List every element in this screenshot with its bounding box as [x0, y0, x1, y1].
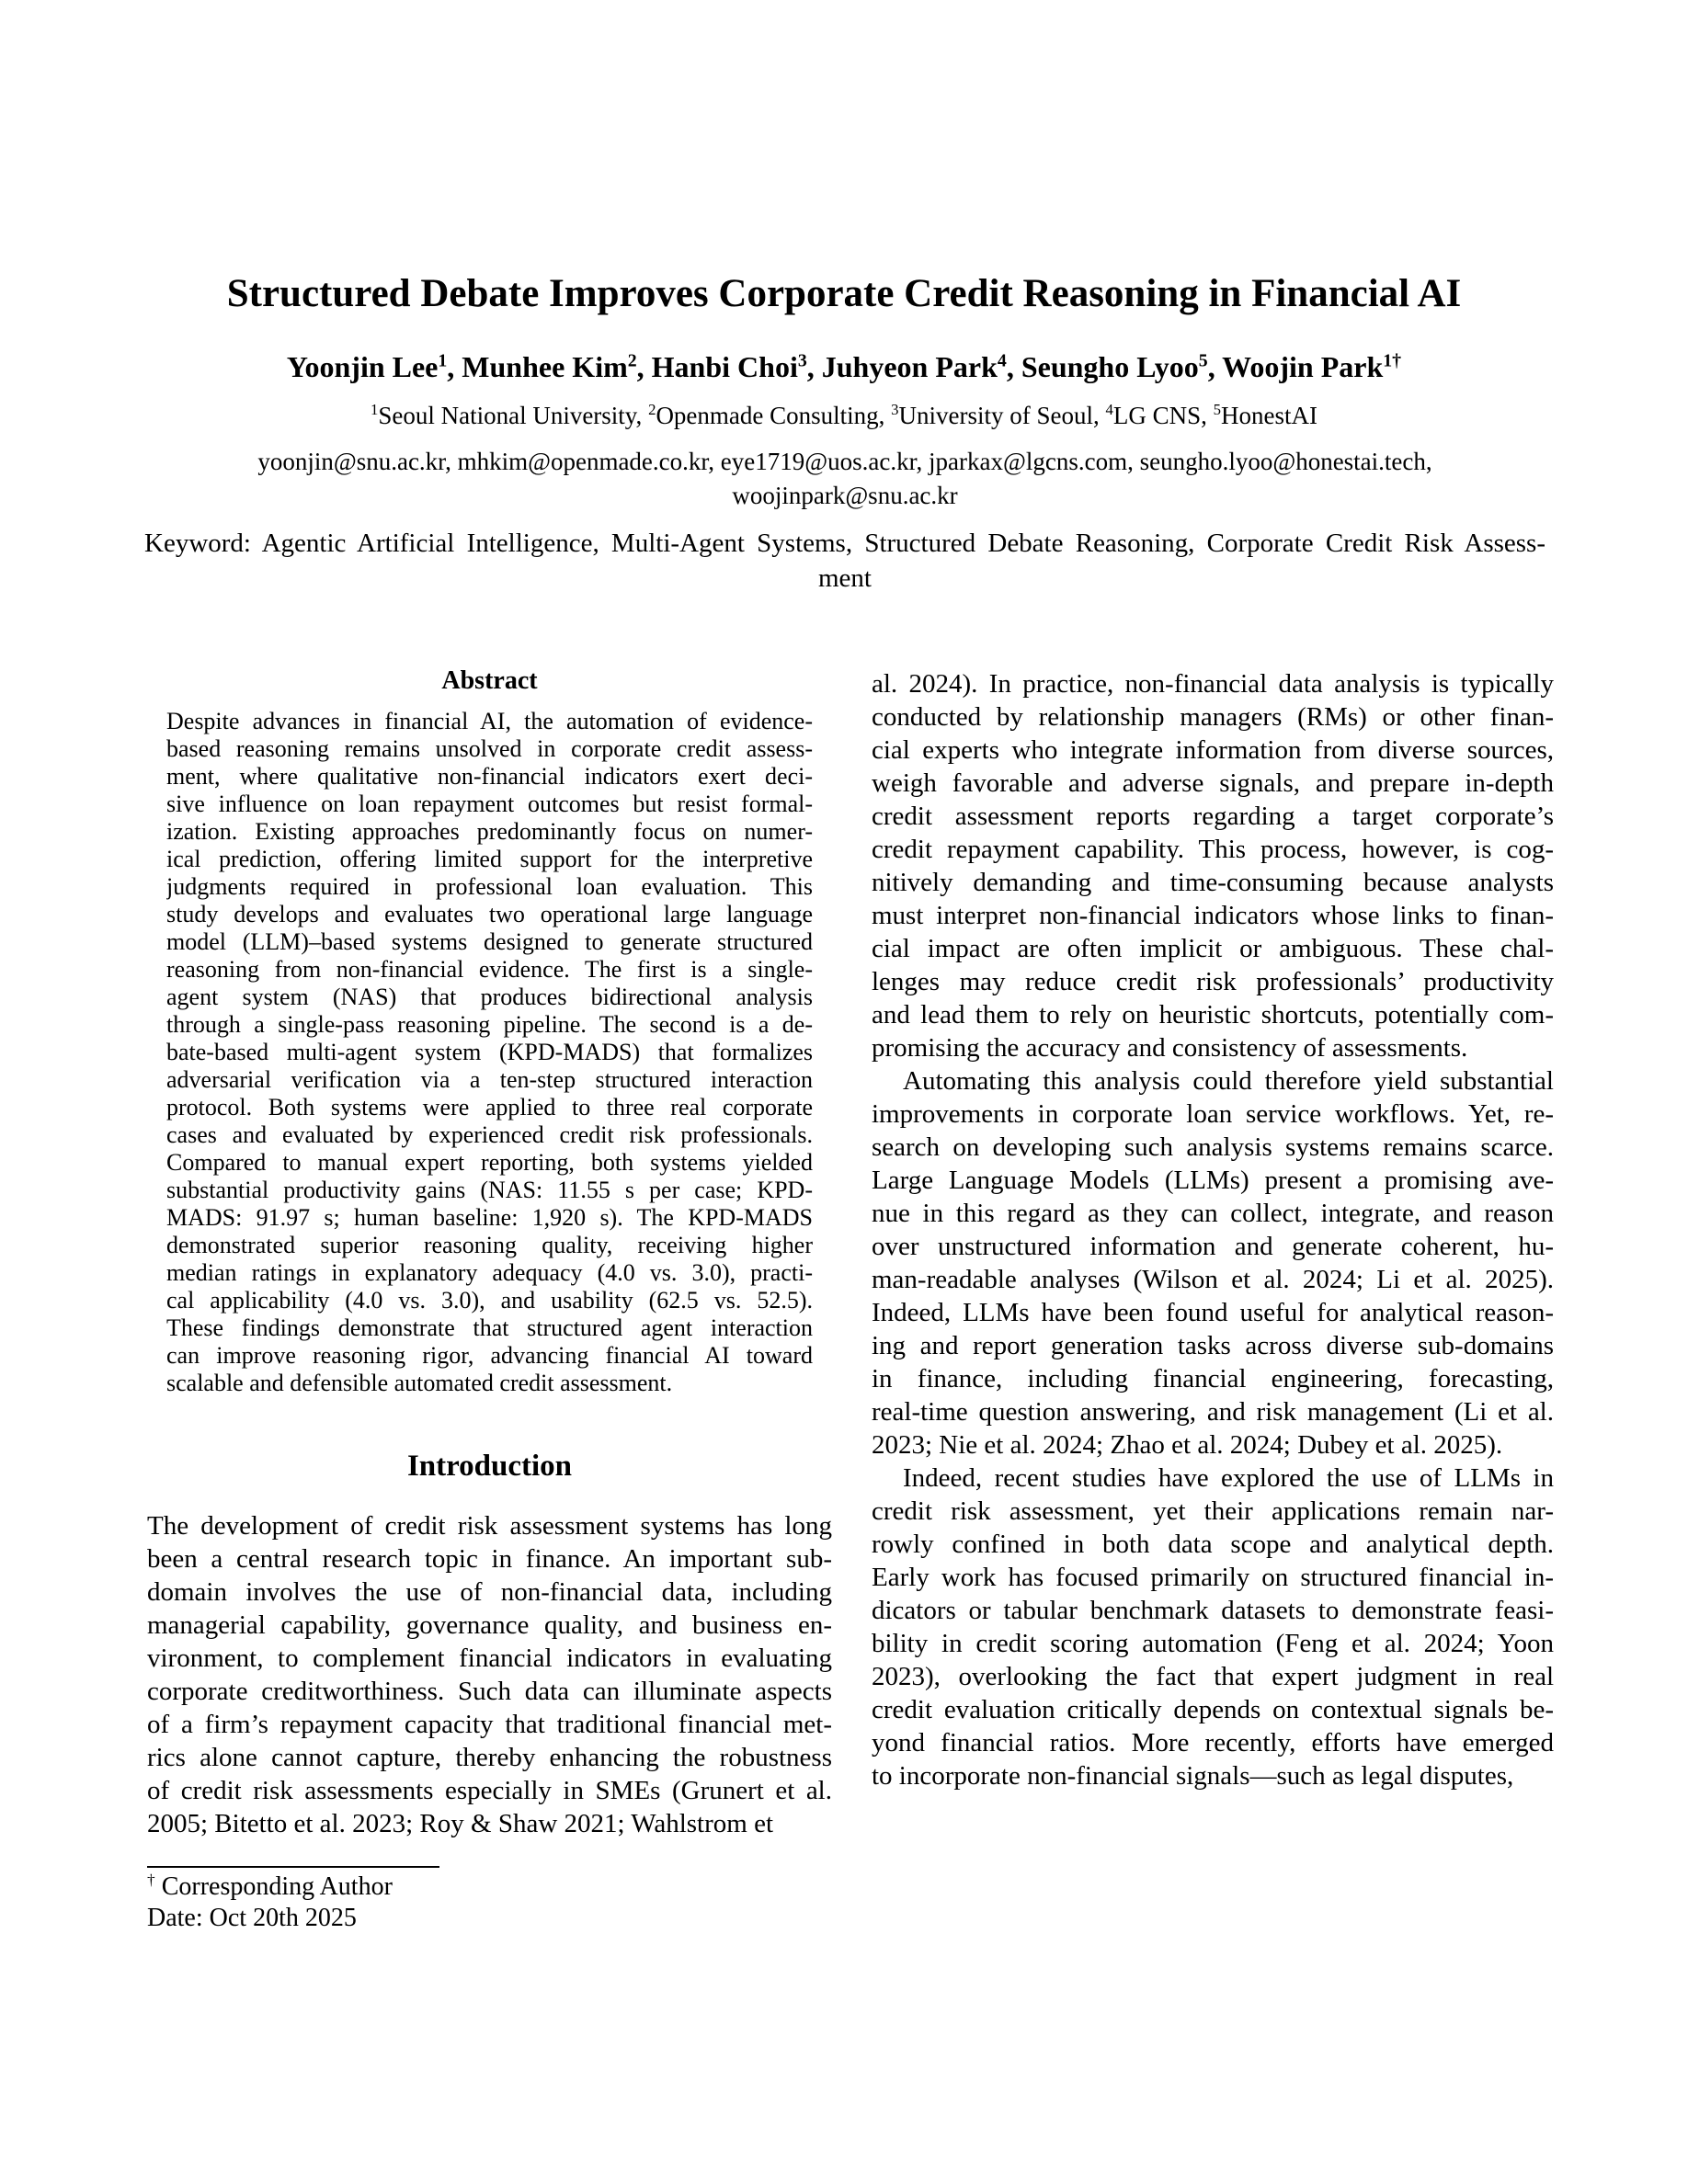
email-line: yoonjin@snu.ac.kr, mhkim@openmade.co.kr, eye1719@uos.ac.kr, jparkax@lgcns.com, seungho.lyoo@honestai.tech, woojinpark@snu.ac.kr — [257, 448, 1432, 509]
paper-title: Structured Debate Improves Corporate Credit Reasoning in Financial AI — [226, 272, 1462, 315]
date-note: Date: Oct 20th 2025 — [147, 1904, 357, 1932]
footnote — [147, 1871, 832, 1934]
introduction-heading: Introduction — [406, 1450, 573, 1483]
body-paragraph: Indeed, recent studies have explored the use of LLMs in credit risk assessment, yet their applications remain nar- rowly confined in both data scope and analytical depth. Early work has focused primarily on structured financial in- dicators or tabular benchmark datasets to demonstrate feasi- bility in credit scoring automation (Feng et al. 2024; Yoon 2023), overlooking the fact that expert judgment in real credit evaluation critically depends on contextual signals be- yond financial ratios. More recently, efforts have emerged to incorporate non-financial signals—such as legal disputes, — [872, 1463, 1554, 1791]
footnote-rule — [147, 1866, 439, 1868]
right-column — [872, 667, 1554, 1792]
affiliation-line: $^1$Seoul National University, $^2$Openmade Consulting, $^3$University of Seoul, $^4$LG CNS, $^5$HonestAI — [370, 401, 1318, 429]
corresponding-author-note: † Corresponding Author — [147, 1871, 393, 1901]
abstract-heading: Abstract — [441, 666, 538, 695]
body-paragraph: Automating this analysis could therefore yield substantial improvements in corporate loan service workflows. Yet, re- search on developing such analysis systems remains scarce. Large Language Models (LLMs) present a promising ave- nue in this regard as they can collect, integrate, and reason over unstructured information and generate coherent, hu- man-readable analyses (Wilson et al. 2024; Li et al. 2025). Indeed, LLMs have been found useful for analytical reason- ing and report generation tasks across diverse sub-domains in finance, including financial engineering, forecasting, real-time question answering, and risk management (Li et al. 2023; Nie et al. 2024; Zhao et al. 2024; Dubey et al. 2025). — [872, 1066, 1554, 1460]
left-column — [147, 654, 832, 1840]
author-line: Yoonjin Lee$^1$, Munhee Kim$^2$, Hanbi Choi$^3$, Juhyeon Park$^4$, Seungho Lyoo$^5$, Woojin Park$^{1\dagger}$ — [286, 350, 1402, 383]
abstract-paragraph: Despite advances in financial AI, the automation of evidence- based reasoning remains unsolved in corporate credit assess- ment, where qualitative non-financial indicators exert deci- sive influence on loan repayment outcomes but resist formal- ization. Existing approaches predominantly focus on numer- ical prediction, offering limited support for the interpretive judgments required in professional loan evaluation. This study develops and evaluates two operational large language model (LLM)–based systems designed to generate structured reasoning from non-financial evidence. The first is a single- agent system (NAS) that produces bidirectional analysis through a single-pass reasoning pipeline. The second is a de- bate-based multi-agent system (KPD-MADS) that formalizes adversarial verification via a ten-step structured interaction protocol. Both systems were applied to three real corporate cases and evaluated by experienced credit risk professionals. Compared to manual expert reporting, both systems yielded substantial productivity gains (NAS: 11.55 s per case; KPD- MADS: 91.97 s; human baseline: 1,920 s). The KPD-MADS demonstrated superior reasoning quality, receiving higher median ratings in explanatory adequacy (4.0 vs. 3.0), practi- cal applicability (4.0 vs. 3.0), and usability (62.5 vs. 52.5). These findings demonstrate that structured agent interaction can improve reasoning rigor, advancing financial AI toward scalable and defensible automated credit assessment. — [166, 708, 813, 1396]
body-paragraph-continuation: al. 2024). In practice, non-financial data analysis is typically conducted by relationship managers (RMs) or other finan- cial experts who integrate information from diverse sources, weigh favorable and adverse signals, and prepare in-depth credit assessment reports regarding a target corporate’s credit repayment capability. This process, however, is cog- nitively demanding and time-consuming because analysts must interpret non-financial indicators whose links to finan- cial impact are often implicit or ambiguous. These chal- lenges may reduce credit risk professionals’ productivity and lead them to rely on heuristic shortcuts, potentially com- promising the accuracy and consistency of assessments. — [872, 669, 1554, 1063]
keyword-line: Keyword: Agentic Artificial Intelligence, Multi-Agent Systems, Structured Debate Reasoning, Corporate Credit Risk Assess- ment — [144, 529, 1545, 593]
introduction-paragraph: The development of credit risk assessment systems has long been a central research topic in finance. An important sub- domain involves the use of non-financial data, including managerial capability, governance quality, and business en- vironment, to complement financial indicators in evaluating corporate creditworthiness. Such data can illuminate aspects of a firm’s repayment capacity that traditional financial met- rics alone cannot capture, thereby enhancing the robustness of credit risk assessments especially in SMEs (Grunert et al. 2005; Bitetto et al. 2023; Roy & Shaw 2021; Wahlstrom et — [147, 1511, 832, 1838]
